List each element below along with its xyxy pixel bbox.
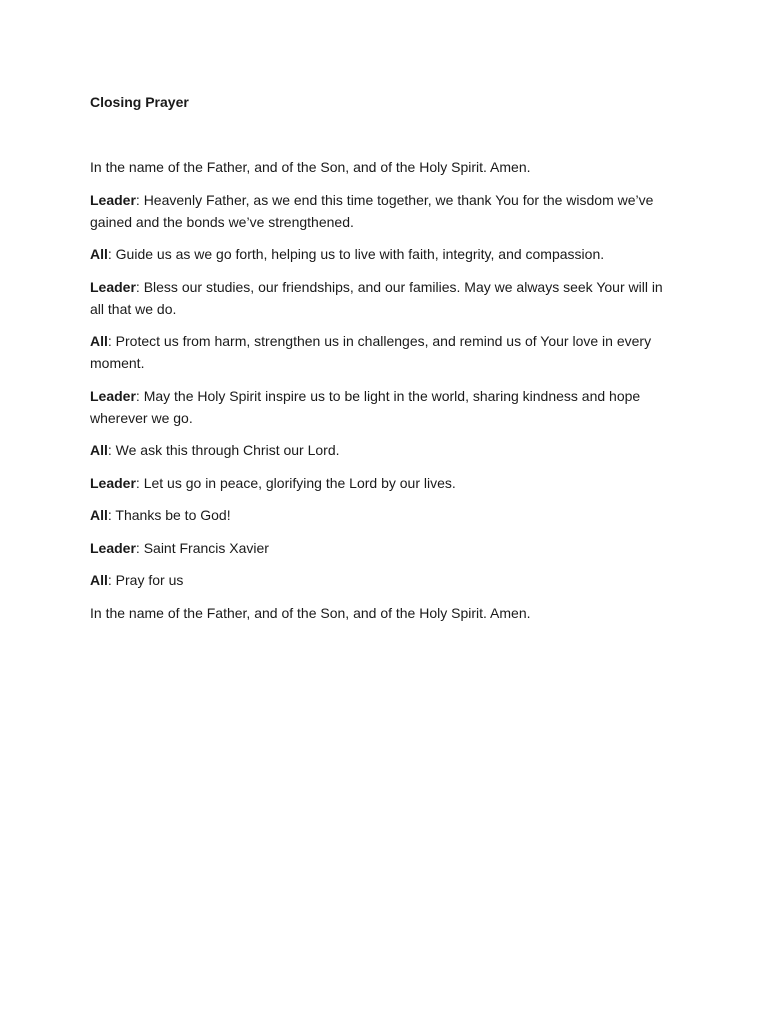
line-text: : Pray for us (107, 572, 184, 588)
speaker-label: All (90, 507, 108, 523)
speaker-label: Leader (90, 191, 136, 208)
speaker-label: Leader (90, 387, 136, 404)
speaker-label: Leader (90, 539, 136, 556)
prayer-line (90, 385, 680, 429)
prayer-line (90, 189, 680, 233)
prayer-line (90, 472, 680, 494)
prayer-line (90, 439, 680, 461)
line-text: : Protect us from harm, strengthen us in challenges, and remind us of Your love in every moment. (90, 333, 652, 371)
opening-line: In the name of the Father, and of the Son, and of the Holy Spirit. Amen. (90, 159, 531, 175)
line-text: : Let us go in peace, glorifying the Lord by our lives. (135, 474, 456, 491)
prayer-line (90, 569, 680, 591)
prayer-line (90, 537, 680, 559)
prayer-line (90, 330, 680, 374)
prayer-line (90, 243, 680, 265)
speaker-label: All (90, 442, 108, 458)
document-page (90, 92, 680, 634)
line-text: : Thanks be to God! (107, 507, 231, 523)
speaker-label: Leader (90, 278, 136, 295)
speaker-label: Leader (90, 474, 136, 491)
prayer-line (90, 504, 680, 526)
line-text: : May the Holy Spirit inspire us to be light in the world, sharing kindness and hope wherever we go. (90, 387, 641, 426)
line-text: : Bless our studies, our friendships, and our families. May we always seek Your will in all that we do. (90, 278, 663, 317)
prayer-line (90, 276, 680, 320)
line-text: : We ask this through Christ our Lord. (107, 442, 340, 458)
document-title: Closing Prayer (90, 94, 189, 110)
line-text: : Heavenly Father, as we end this time together, we thank You for the wisdom we’ve gained and the bonds we’ve strengthened. (90, 191, 654, 230)
line-text: : Saint Francis Xavier (135, 539, 269, 556)
speaker-label: All (90, 333, 108, 349)
speaker-label: All (90, 572, 108, 588)
closing-line: In the name of the Father, and of the Son, and of the Holy Spirit. Amen. (90, 604, 531, 621)
line-text: : Guide us as we go forth, helping us to live with faith, integrity, and compassion. (107, 246, 605, 262)
speaker-label: All (90, 246, 108, 262)
